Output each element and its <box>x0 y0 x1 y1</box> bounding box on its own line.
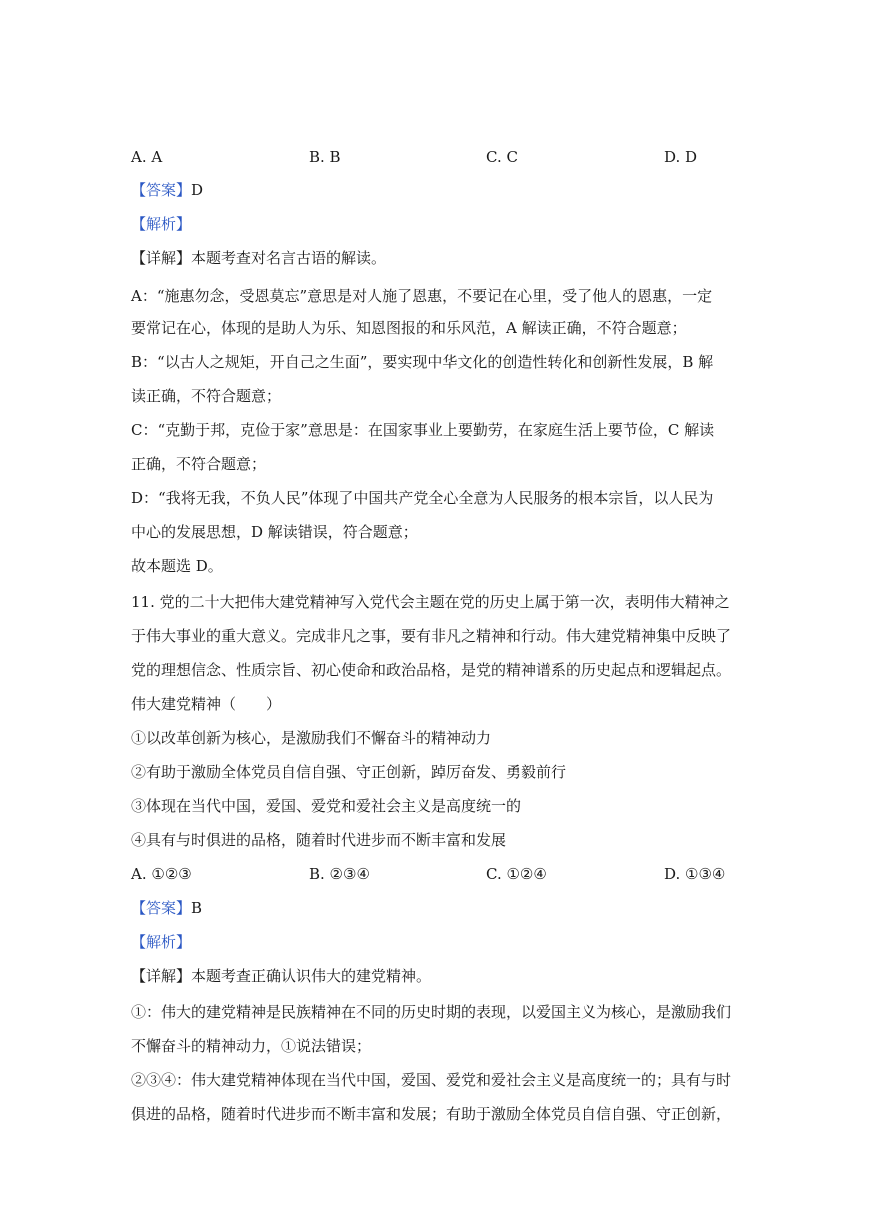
q11-statement: ②有助于激励全体党员自信自强、守正创新，踔厉奋发、勇毅前行 <box>131 763 567 781</box>
q10-detail-line: C：“克勤于邦，克俭于家”意思是：在国家事业上要勤劳，在家庭生活上要节俭，C 解读 <box>131 421 715 439</box>
q11-statement: ④具有与时俱进的品格，随着时代进步而不断丰富和发展 <box>131 831 507 849</box>
q10-answer-line <box>131 180 741 200</box>
q10-detail-line: A：“施惠勿念，受恩莫忘”意思是对人施了恩惠，不要记在心里，受了他人的恩惠，一定 <box>131 287 713 305</box>
q10-detail-line: 要常记在心，体现的是助人为乐、知恩图报的和乐风范，A 解读正确，不符合题意； <box>131 319 687 337</box>
q11-option-a: A. ①②③ <box>131 865 192 883</box>
q11-detail-line: ②③④：伟大建党精神体现在当代中国，爱国、爱党和爱社会主义是高度统一的；具有与时 <box>131 1071 732 1089</box>
q11-detail-line: 不懈奋斗的精神动力，①说法错误； <box>131 1037 372 1055</box>
q10-detail-line: 故本题选 D。 <box>131 557 223 575</box>
q10-detail-line: 读正确，不符合题意； <box>131 387 282 405</box>
q11-answer-tag: 【答案】 <box>131 899 192 917</box>
q10-option-d: D. D <box>664 148 698 166</box>
q11-detail-line: 俱进的品格，随着时代进步而不断丰富和发展；有助于激励全体党员自信自强、守正创新， <box>131 1105 732 1123</box>
q11-answer-value: B <box>191 899 203 917</box>
q11-stem-line: 党的理想信念、性质宗旨、初心使命和政治品格，是党的精神谱系的历史起点和逻辑起点。 <box>131 661 732 679</box>
q10-option-a: A. A <box>131 148 163 166</box>
q10-detail-line: 【详解】本题考查对名言古语的解读。 <box>131 249 387 267</box>
q11-detail-line: 【详解】本题考查正确认识伟大的建党精神。 <box>131 967 432 985</box>
q10-detail-line: 中心的发展思想，D 解读错误，符合题意； <box>131 523 418 541</box>
q10-option-b: B. B <box>309 148 341 166</box>
q10-detail-line: B：“以古人之规矩，开自己之生面”，要实现中华文化的创造性转化和创新性发展，B 解 <box>131 353 714 371</box>
q10-detail-line: 正确，不符合题意； <box>131 455 267 473</box>
q11-stem-line: 伟大建党精神（ ） <box>131 695 282 713</box>
q11-option-d: D. ①③④ <box>664 865 726 883</box>
q11-option-c: C. ①②④ <box>486 865 547 883</box>
q11-stem-line: 于伟大事业的重大意义。完成非凡之事，要有非凡之精神和行动。伟大建党精神集中反映了 <box>131 627 732 645</box>
q10-option-c: C. C <box>486 148 518 166</box>
q10-analysis-tag: 【解析】 <box>131 215 192 233</box>
q11-analysis-tag: 【解析】 <box>131 933 192 951</box>
q11-stem-line: 11. 党的二十大把伟大建党精神写入党代会主题在党的历史上属于第一次，表明伟大精神之 <box>131 593 730 611</box>
q10-detail-line: D：“我将无我，不负人民”体现了中国共产党全心全意为人民服务的根本宗旨，以人民为 <box>131 489 714 507</box>
q11-detail-line: ①：伟大的建党精神是民族精神在不同的历史时期的表现，以爱国主义为核心，是激励我们 <box>131 1003 732 1021</box>
q11-statement: ①以改革创新为核心，是激励我们不懈奋斗的精神动力 <box>131 729 492 747</box>
q11-answer-line <box>131 898 741 918</box>
q11-option-b: B. ②③④ <box>309 865 370 883</box>
q11-statement: ③体现在当代中国，爱国、爱党和爱社会主义是高度统一的 <box>131 797 522 815</box>
q10-answer-value: D <box>191 181 204 199</box>
q10-answer-tag: 【答案】 <box>131 181 192 199</box>
